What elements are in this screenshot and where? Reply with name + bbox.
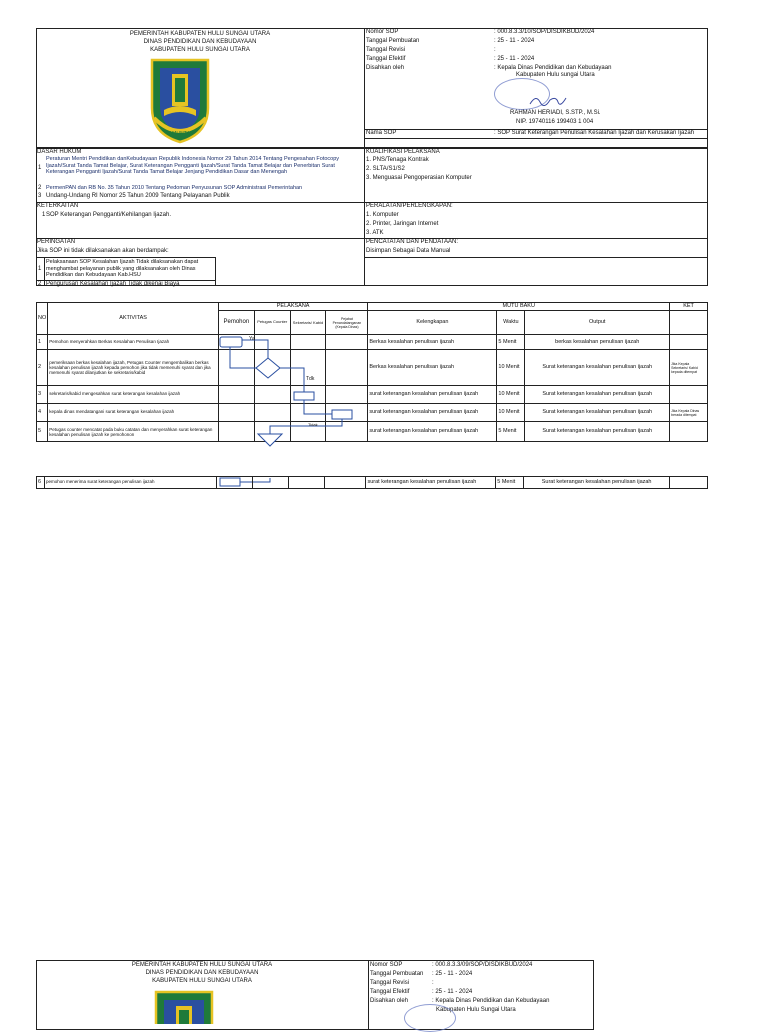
disahkan-value: : Kepala Dinas Pendidikan dan Kebudayaan bbox=[494, 65, 612, 71]
label-tidak: Tdk bbox=[306, 376, 315, 382]
col-pejabat: Pejabat Penandatanganan (Kepala Dinas) bbox=[326, 311, 368, 335]
col-no: NO bbox=[37, 303, 48, 335]
signer-nip: NIP. 19740116 199403 1 004 bbox=[516, 119, 594, 125]
col-output: Output bbox=[525, 311, 670, 335]
revisi-label: Tanggal Revisi bbox=[366, 47, 406, 53]
peralatan-item-2: 2. Printer, Jaringan Internet bbox=[366, 221, 439, 227]
peralatan-item-1: 1. Komputer bbox=[366, 212, 399, 218]
table-row: 3 sekretaris/kabid mengesahkan surat keterangan kesalahan ijazah surat keterangan kesalahan penulisan ijazah 10 Menit Surat keterangan kesalahan penulisan ijazah bbox=[37, 386, 708, 404]
nomor-label: Nomor SOP bbox=[366, 29, 399, 35]
col-kelengkapan: Kelengkapan bbox=[368, 311, 497, 335]
peringatan-no-2: 2 bbox=[38, 281, 42, 287]
page2-efektif-label: Tanggal Efektif bbox=[370, 989, 410, 995]
agency-line-1: PEMERINTAH KABUPATEN HULU SUNGAI UTARA bbox=[129, 31, 271, 37]
page2-disahkan-label: Disahkan oleh bbox=[370, 998, 409, 1004]
kualifikasi-title: KUALIFIKASI PELAKSANA bbox=[366, 149, 440, 155]
efektif-value: : 25 - 11 - 2024 bbox=[494, 56, 535, 62]
peralatan-item-3: 3. ATK bbox=[366, 230, 384, 236]
table-row: 1 Pemohon menyerahkan Berkas Kesalahan Penulisan Ijazah Berkas kesalahan penulisan ijazah 5 Menit berkas kesalahan penulisan ijazah bbox=[37, 335, 708, 350]
page2-agency-line-1: PEMERINTAH KABUPATEN HULU SUNGAI UTARA bbox=[131, 962, 273, 968]
table-row: 5 Petugas counter mencatat pada buku catatan dan menyerahkan surat keterangan kesalahan penulisan ijazah ke pemohonon surat keterangan kesalahan penulisan ijazah 5 Menit Surat keterangan kesalahan penulisan ijazah bbox=[37, 422, 708, 442]
disahkan-value-2: Kabupaten Hulu sungai Utara bbox=[516, 72, 595, 78]
pembuatan-value: : 25 - 11 - 2024 bbox=[494, 38, 535, 44]
col-sekretaris: Sekretaris/ Kabid bbox=[290, 311, 326, 335]
nomor-value: : 000.8.3.3/10/SOP/DISDIKBUD/2024 bbox=[494, 29, 595, 35]
agency-line-2: DINAS PENDIDIKAN DAN KEBUDAYAAN bbox=[143, 39, 257, 45]
col-pemohon: Pemohon bbox=[218, 311, 254, 335]
page2-disahkan-value: : Kepala Dinas Pendidikan dan Kebudayaan bbox=[432, 998, 550, 1004]
col-aktivitas: AKTIVITAS bbox=[48, 303, 219, 335]
signer-name: RAHMAN HERIADI, S.STP., M.Si. bbox=[510, 110, 601, 116]
dasar-hukum-item-2: PermenPAN dan RB No. 35 Tahun 2010 Tentang Pedoman Penyusunan SOP Administrasi Pemerintahan bbox=[46, 185, 303, 191]
col-pelaksana: PELAKSANA bbox=[218, 303, 367, 311]
table-row: 6 pemohon menerima surat keterangan penulisan ijazah surat keterangan kesalahan penulisan ijazah 5 Menit Surat keterangan kesalahan penulisan ijazah bbox=[37, 477, 708, 489]
keterkaitan-item-1: SOP Keterangan Pengganti/Kehilangan Ijazah. bbox=[46, 212, 171, 218]
page2-pembuatan-label: Tanggal Pembuatan bbox=[370, 971, 424, 977]
nama-sop-label: Nama SOP bbox=[366, 130, 397, 136]
page2-agency-line-3: KABUPATEN HULU SUNGAI UTARA bbox=[152, 978, 252, 984]
keterkaitan-no-1: 1 bbox=[42, 212, 46, 218]
dasar-hukum-title: DASAR HUKUM bbox=[37, 149, 82, 155]
page2-efektif-value: : 25 - 11 - 2024 bbox=[432, 989, 473, 995]
flow-table-row-6 bbox=[36, 476, 708, 489]
page2-nomor-label: Nomor SOP bbox=[370, 962, 403, 968]
flow-table bbox=[36, 302, 708, 442]
label-tidak-2: Tidak bbox=[308, 422, 318, 427]
kualifikasi-item-2: 2. SLTA/S1/S2 bbox=[366, 166, 405, 172]
dasar-hukum-item-1: Peraturan Mentri Pendidikan danKebudayaan Republik Indonesia Nomor 29 Tahun 2014 Tentang Pengesahan Fotocopy Ijazah/Surat Tanda Tamat Belajar, Surat Keterangan Pengganti Ijazah/Surat Tanda Tamat Belajar dan Penerbitan Surat Keterangan Pengganti Ijazah/Surat Tanda Tamat Belajar Jenjang Pendidikan Dasar dan Menengah bbox=[46, 156, 340, 175]
signature bbox=[528, 92, 568, 108]
label-ya: Ya bbox=[249, 336, 255, 342]
nama-sop-value: : SOP Surat Keterangan Penulisan Kesalahan Ijazah dan Kerusakan Ijazah bbox=[494, 130, 695, 136]
pencatatan-text: Disimpan Sebagai Data Manual bbox=[366, 248, 451, 254]
page2-revisi-value: : bbox=[432, 980, 434, 986]
disahkan-label: Disahkan oleh bbox=[366, 65, 405, 71]
table-row: 2 pemeriksaan berkas kesalahan ijazah, Petugas Counter mengembalikan berkas kesalahan penulisan ijazah kepada pemohon jika tidak memenuhi syarat dan jika memenuhi syarat dilanjutkan ke sekretaris/kabid Berkas kesalahan penulisan ijazah 10 Menit Surat keterangan kesalahan penulisan ijazah Jika Kepala Sekretaris/ Kabid kepada ditempat bbox=[37, 350, 708, 386]
col-petugas: Petugas Counter bbox=[254, 311, 290, 335]
dasar-hukum-no-3: 3 bbox=[38, 193, 42, 199]
page2-revisi-label: Tanggal Revisi bbox=[370, 980, 410, 986]
agency-line-3: KABUPATEN HULU SUNGAI UTARA bbox=[150, 47, 250, 53]
peringatan-subtitle: Jika SOP ini tidak dilaksanakan akan berdampak: bbox=[37, 248, 169, 254]
page2-district-logo bbox=[152, 988, 216, 1024]
dasar-hukum-no-1: 1 bbox=[38, 165, 42, 171]
page2-agency-line-2: DINAS PENDIDIKAN DAN KEBUDAYAAN bbox=[145, 970, 259, 976]
peringatan-item-2: Pengurusan Kesalahan Ijazah Tidak dikenai Biaya bbox=[46, 281, 180, 287]
page2-disahkan-value-2: Kabupaten Hulu Sungai Utara bbox=[436, 1007, 516, 1013]
page2-official-stamp bbox=[404, 1004, 456, 1032]
col-ket: KET bbox=[670, 303, 708, 311]
revisi-value: : bbox=[494, 47, 496, 53]
kualifikasi-item-3: 3. Menguasai Pengoperasian Komputer bbox=[366, 175, 472, 181]
col-waktu: Waktu bbox=[497, 311, 525, 335]
pencatatan-title: PENCATATAN DAN PENDATAAN: bbox=[366, 239, 459, 245]
dasar-hukum-no-2: 2 bbox=[38, 185, 42, 191]
table-row: 4 kepala dinas mendatangani surat keterangan kesalahan ijazah surat keterangan kesalahan penulisan ijazah 10 Menit Surat keterangan kesalahan penulisan ijazah Jika Kepala Dinas berada ditempat bbox=[37, 404, 708, 422]
dasar-hukum-item-3: Undang-Undang RI Nomor 25 Tahun 2009 Tentang Pelayanan Publik bbox=[46, 193, 230, 199]
peralatan-title: PERALATAN/PERLENGKAPAN: bbox=[366, 203, 453, 209]
peringatan-no-1: 1 bbox=[38, 266, 42, 272]
svg-text:AMUNTAI: AMUNTAI bbox=[168, 131, 192, 137]
kualifikasi-item-1: 1. PNS/Tenaga Kontrak bbox=[366, 157, 429, 163]
district-logo bbox=[148, 56, 212, 144]
peringatan-item-1: Pelaksanaan SOP Kesalahan Ijazah Tidak dilaksanakan dapat menghambat pelayanan publik yang dilaksanakan oleh Dinas Pendidikan dan Kebudayaan Kab.HSU bbox=[46, 259, 199, 278]
pembuatan-label: Tanggal Pembuatan bbox=[366, 38, 420, 44]
peringatan-title: PERINGATAN bbox=[37, 239, 76, 245]
page2-nomor-value: : 000.8.3.3/09/SOP/DISDIKBUD/2024 bbox=[432, 962, 533, 968]
col-mutu-baku: MUTU BAKU bbox=[368, 303, 670, 311]
keterkaitan-title: KETERKAITAN bbox=[37, 203, 79, 209]
page2-pembuatan-value: : 25 - 11 - 2024 bbox=[432, 971, 473, 977]
efektif-label: Tanggal Efektif bbox=[366, 56, 406, 62]
